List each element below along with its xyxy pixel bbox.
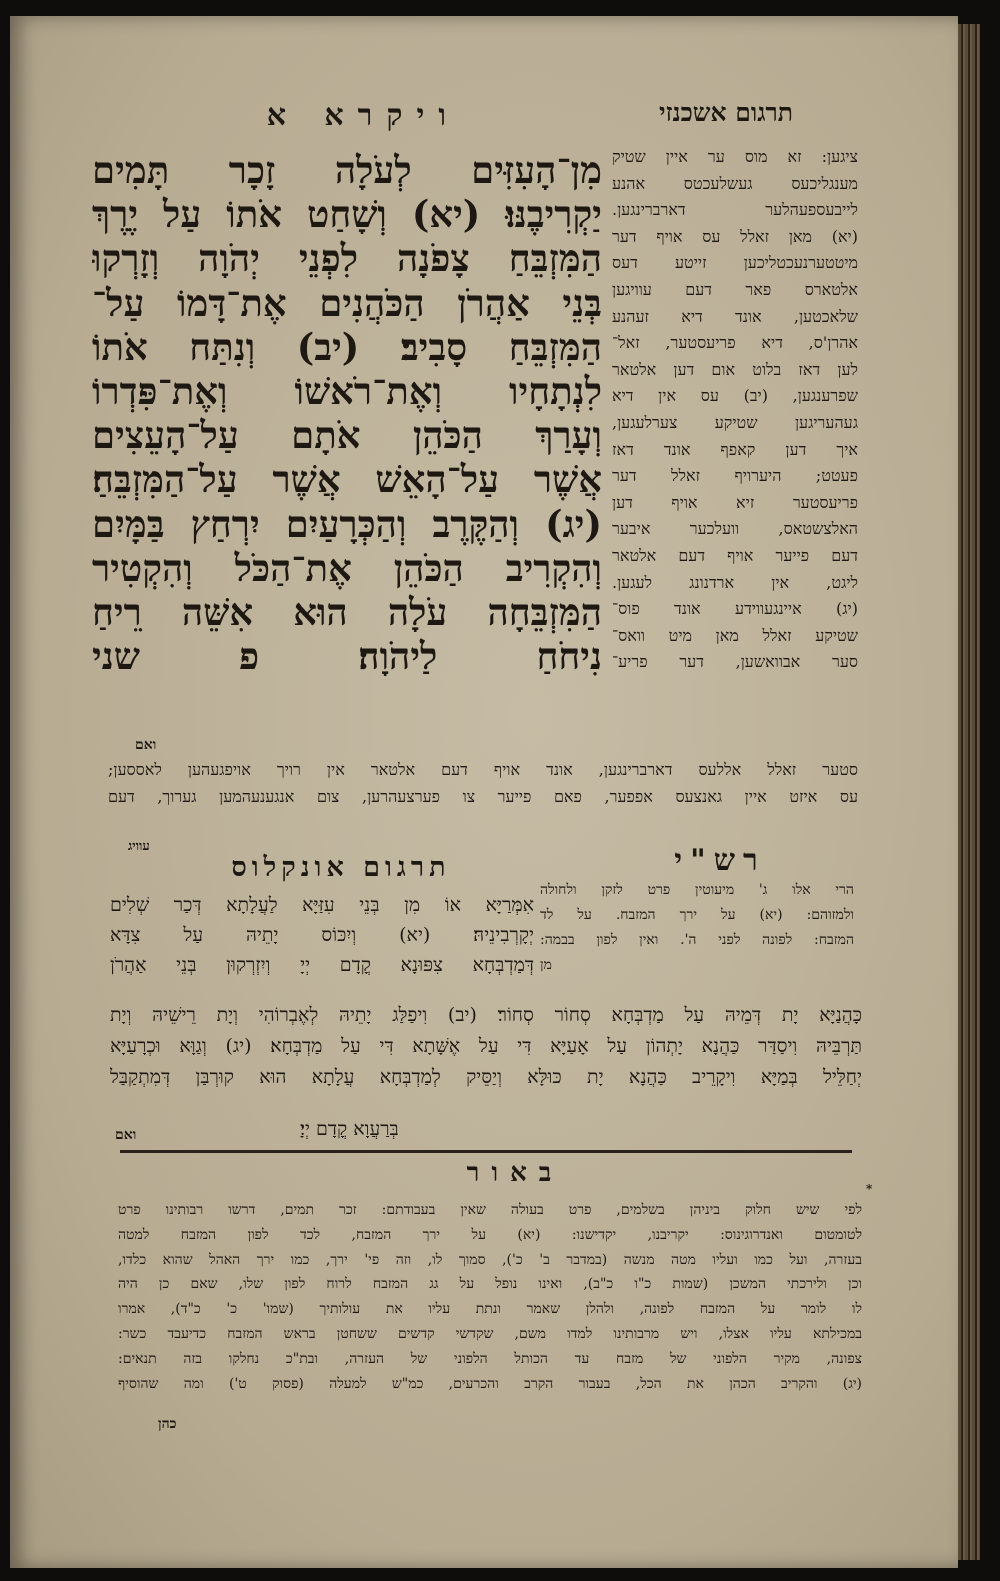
onkelos-header: תרגום אונקלוס xyxy=(231,852,451,883)
yiddish-line: פריעסטער זיא אויף דען xyxy=(612,492,858,512)
biur-line: (יג) והקריב הכהן את הכל, בעבור הקרב והכרעים, כמ"ש למעלה (פסוק ט') ומה שהוסיף xyxy=(118,1375,862,1392)
torah-line: וְהִקְרִיב הַכֹּהֵן אֶת־הַכֹּל וְהִקְטִיר xyxy=(92,545,602,590)
yiddish-translation-header: תרגום אשכנזי xyxy=(658,98,794,127)
onkelos-line: תַּרְבֵּיהּ וִיסַדַּר כַּהֲנָא יָתְהוֹן עַל אָעַיָּא דִּי עַל אֶשָּׁתָא דִּי עַל מַדְבְּחָא׃ (יג) וְגַוָּא וּכְרָעַיָּא xyxy=(110,1035,862,1057)
biur-line: וכן ולירכתי המשכן (שמות כ"ו כ"ב), ואינו נופל על גג המזבח לרוח לפון שלו, שאם כן היה xyxy=(118,1276,862,1293)
yiddish-continuation xyxy=(108,756,858,810)
yiddish-line: אהרן'ס, דיא פריעסטער, זאל־ xyxy=(612,333,858,353)
rashi-catchword: מן xyxy=(540,957,552,973)
biur-line: לו לומר על המזבח לפונה, ולהלן שאמר ונתת עליו את עולותיך (שמו' כ' כ"ד), אמרו xyxy=(118,1301,862,1318)
torah-line: הַמִּזְבֵּחַ סָבִיב׃ (יב) וְנִתַּח אֹתוֹ xyxy=(92,324,602,369)
torah-text-block xyxy=(92,148,602,678)
yiddish-line: לייבעספעהלער דארברינגען. xyxy=(612,200,858,220)
rashi-line: המזבח: לפונה לפני ה'. ואין לפון בבמה: xyxy=(540,932,854,948)
torah-line: בְּנֵי אַהֲרֹן הַכֹּהֲנִים אֶת־דָּמוֹ עַל־ xyxy=(92,280,602,325)
catchword: עוויג xyxy=(128,839,150,854)
rashi-header: רש"י xyxy=(674,843,766,878)
torah-line: מִן־הָעִזִּים לְעֹלָה זָכָר תָּמִים xyxy=(92,148,602,192)
yiddish-translation-column xyxy=(612,144,858,676)
biur-line: לפי שיש חלוק ביניהן בשלמים, פרט בעולה שאין בעבודתם: זכר תמים, דרשו רבותינו פרט xyxy=(118,1202,862,1218)
torah-line: וְעָרַךְ הַכֹּהֵן אֹתָם עַל־הָעֵצִים xyxy=(92,413,602,458)
onkelos-line: אִמְּרַיָּא אוֹ מִן בְּנֵי עִזַּיָּא לַעֲלָתָא דְּכַר שְׁלִים xyxy=(110,894,534,916)
onkelos-last-line: בְּרַעֲוָא קֳדָם יְיָ׃ xyxy=(300,1118,399,1140)
yiddish-line: האלצשטאס, וועלכער איבער xyxy=(612,519,858,539)
torah-line: יַקְרִיבֶנּוּ׃ (יא) וְשָׁחַט אֹתוֹ עַל יֶרֶךְ xyxy=(92,192,602,237)
yiddish-line: געהעריגען שטיקע צערלעגען, xyxy=(612,412,858,432)
torah-line: אֲשֶׁר עַל־הָאֵשׁ אֲשֶׁר עַל־הַמִּזְבֵּחַ׃ xyxy=(92,457,602,502)
yiddish-line: סער אבוואשען, דער פריע־ xyxy=(612,652,858,672)
torah-line: נִיחֹחַ לַיהֹוָה׃ פ שני xyxy=(92,634,602,679)
yiddish-line: אלטארס פאר דעם עוויגען xyxy=(612,279,858,299)
divider-rule xyxy=(120,1150,852,1153)
onkelos-line: כָּהֲנַיָּא יָת דְּמֵיהּ עַל מַדְבְּחָא סְחוֹר סְחוֹר׃ (יב) וִיפַלַּג יָתֵיהּ לְאֶבְרוֹהִי וְיָת רֵישֵׁיהּ וְיָת xyxy=(110,1004,862,1026)
yiddish-line: מיטטערנעכטליכען זייטע דעס xyxy=(612,253,858,273)
onkelos-line: דְּמַדְבְּחָא צִפּוּנָא קֳדָם יְיָ וְיִזְרְקוּן בְּנֵי אַהֲרֹן xyxy=(110,954,534,976)
onkelos-text-full xyxy=(110,1000,862,1093)
rashi-line: ולמזוהם: (יא) על ירך המזבח. על לד xyxy=(540,907,854,923)
catchword: כהן xyxy=(158,1416,177,1432)
torah-line: הַמִּזְבֵּחָה עֹלָה הוּא אִשֵּׁה רֵיחַ xyxy=(92,590,602,635)
torah-line: הַמִּזְבֵּחַ צָפֹנָה לִפְנֵי יְהֹוָה וְזָרְקוּ xyxy=(92,236,602,281)
rashi-commentary xyxy=(540,878,854,978)
rashi-line: הרי אלו ג' מיעוטין פרט לזקן ולחולה xyxy=(540,882,854,898)
yiddish-line: (יג) איינגעווידע אונד פוס־ xyxy=(612,599,858,619)
yiddish-line: שלאכטען, אונד דיא זעהנע xyxy=(612,306,858,326)
catchword: ואם xyxy=(115,1127,137,1143)
biur-line: בעזרה, ועל כמו ועליו מטה מנשה (במדבר ב' כ'), סמוך לו, וזה פי' ירך, כמו ירך האהל שהוא כלדו, xyxy=(118,1251,862,1268)
biur-header: באור xyxy=(466,1158,564,1188)
yiddish-line: לען דאז בלוט אום דען אלטאר xyxy=(612,359,858,379)
yiddish-line: סטער זאלל אללעס דארברינגען, אונד אויף דעם אלטאר אין רויך אויפגעהען לאססען; xyxy=(108,760,858,779)
yiddish-line: ליגט, אין ארדנונג לעגען. xyxy=(612,572,858,592)
page-edge xyxy=(958,24,980,1560)
biur-line: במכילתא עליו אצלו, ויש מרבותינו למדו משם, שקדשי קדשים ששחטן בראש המזבח כדיעבד כשר: xyxy=(118,1325,862,1342)
catchword: ואם xyxy=(135,737,157,753)
yiddish-line: שטיקע זאלל מאן מיט וואס־ xyxy=(612,625,858,645)
onkelos-line: יְקָרְבִינֵיהּ׃ (יא) וְיִכּוֹס יָתֵיהּ עַל צִדָּא xyxy=(110,924,534,946)
yiddish-line: עס איזט איין גאנצעס אפפער, פאם פייער צו פערצעהרען, צום אנגענעהמען גערוך, דעם xyxy=(108,787,858,806)
yiddish-line: דעם פייער אויף דעם אלטאר xyxy=(612,545,858,565)
torah-line: לִנְתָחָיו וְאֶת־רֹאשׁוֹ וְאֶת־פִּדְרוֹ xyxy=(92,369,602,414)
onkelos-line: יְחַלֵּיל בְּמַיָּא וִיקָרֵיב כַּהֲנָא יָת כּוּלָּא וְיַסֵּיק לְמַדְבְּחָא עֲלָתָא הוּא קוּרְבַּן דְּמִתְקַבַּל xyxy=(110,1066,862,1088)
yiddish-line: שפרענגען, (יב) עס אין דיא xyxy=(612,386,858,406)
book-chapter-header: ויקרא א xyxy=(266,98,460,133)
yiddish-line: (יא) מאן זאלל עס אויף דער xyxy=(612,226,858,246)
yiddish-line: מענגליכעס געשלעכטס אהנע xyxy=(612,173,858,193)
biur-line: צפונה, מקיר הלפוני של מזבח עד הכותל הלפוני של העזרה, ובת"כ נחלקו בזה תנאים: xyxy=(118,1350,862,1367)
yiddish-line: ציגען: זא מוס ער איין שטיק xyxy=(612,147,858,166)
yiddish-line: איך דען קאפף אונד דאז xyxy=(612,439,858,459)
footnote-star: * xyxy=(866,1182,873,1196)
biur-commentary xyxy=(118,1198,862,1396)
yiddish-line: פעטט; היערויף זאלל דער xyxy=(612,466,858,486)
biur-line: לטומטום ואנדרוגינוס: יקריבנו, יקדישנו: (יא) על ירך המזבח, לכד לפון המזבח למטה xyxy=(118,1226,862,1243)
torah-line: (יג) וְהַקֶּרֶב וְהַכְּרָעַיִם יִרְחַץ בַּמָּיִם xyxy=(92,501,602,546)
onkelos-text xyxy=(110,890,534,980)
